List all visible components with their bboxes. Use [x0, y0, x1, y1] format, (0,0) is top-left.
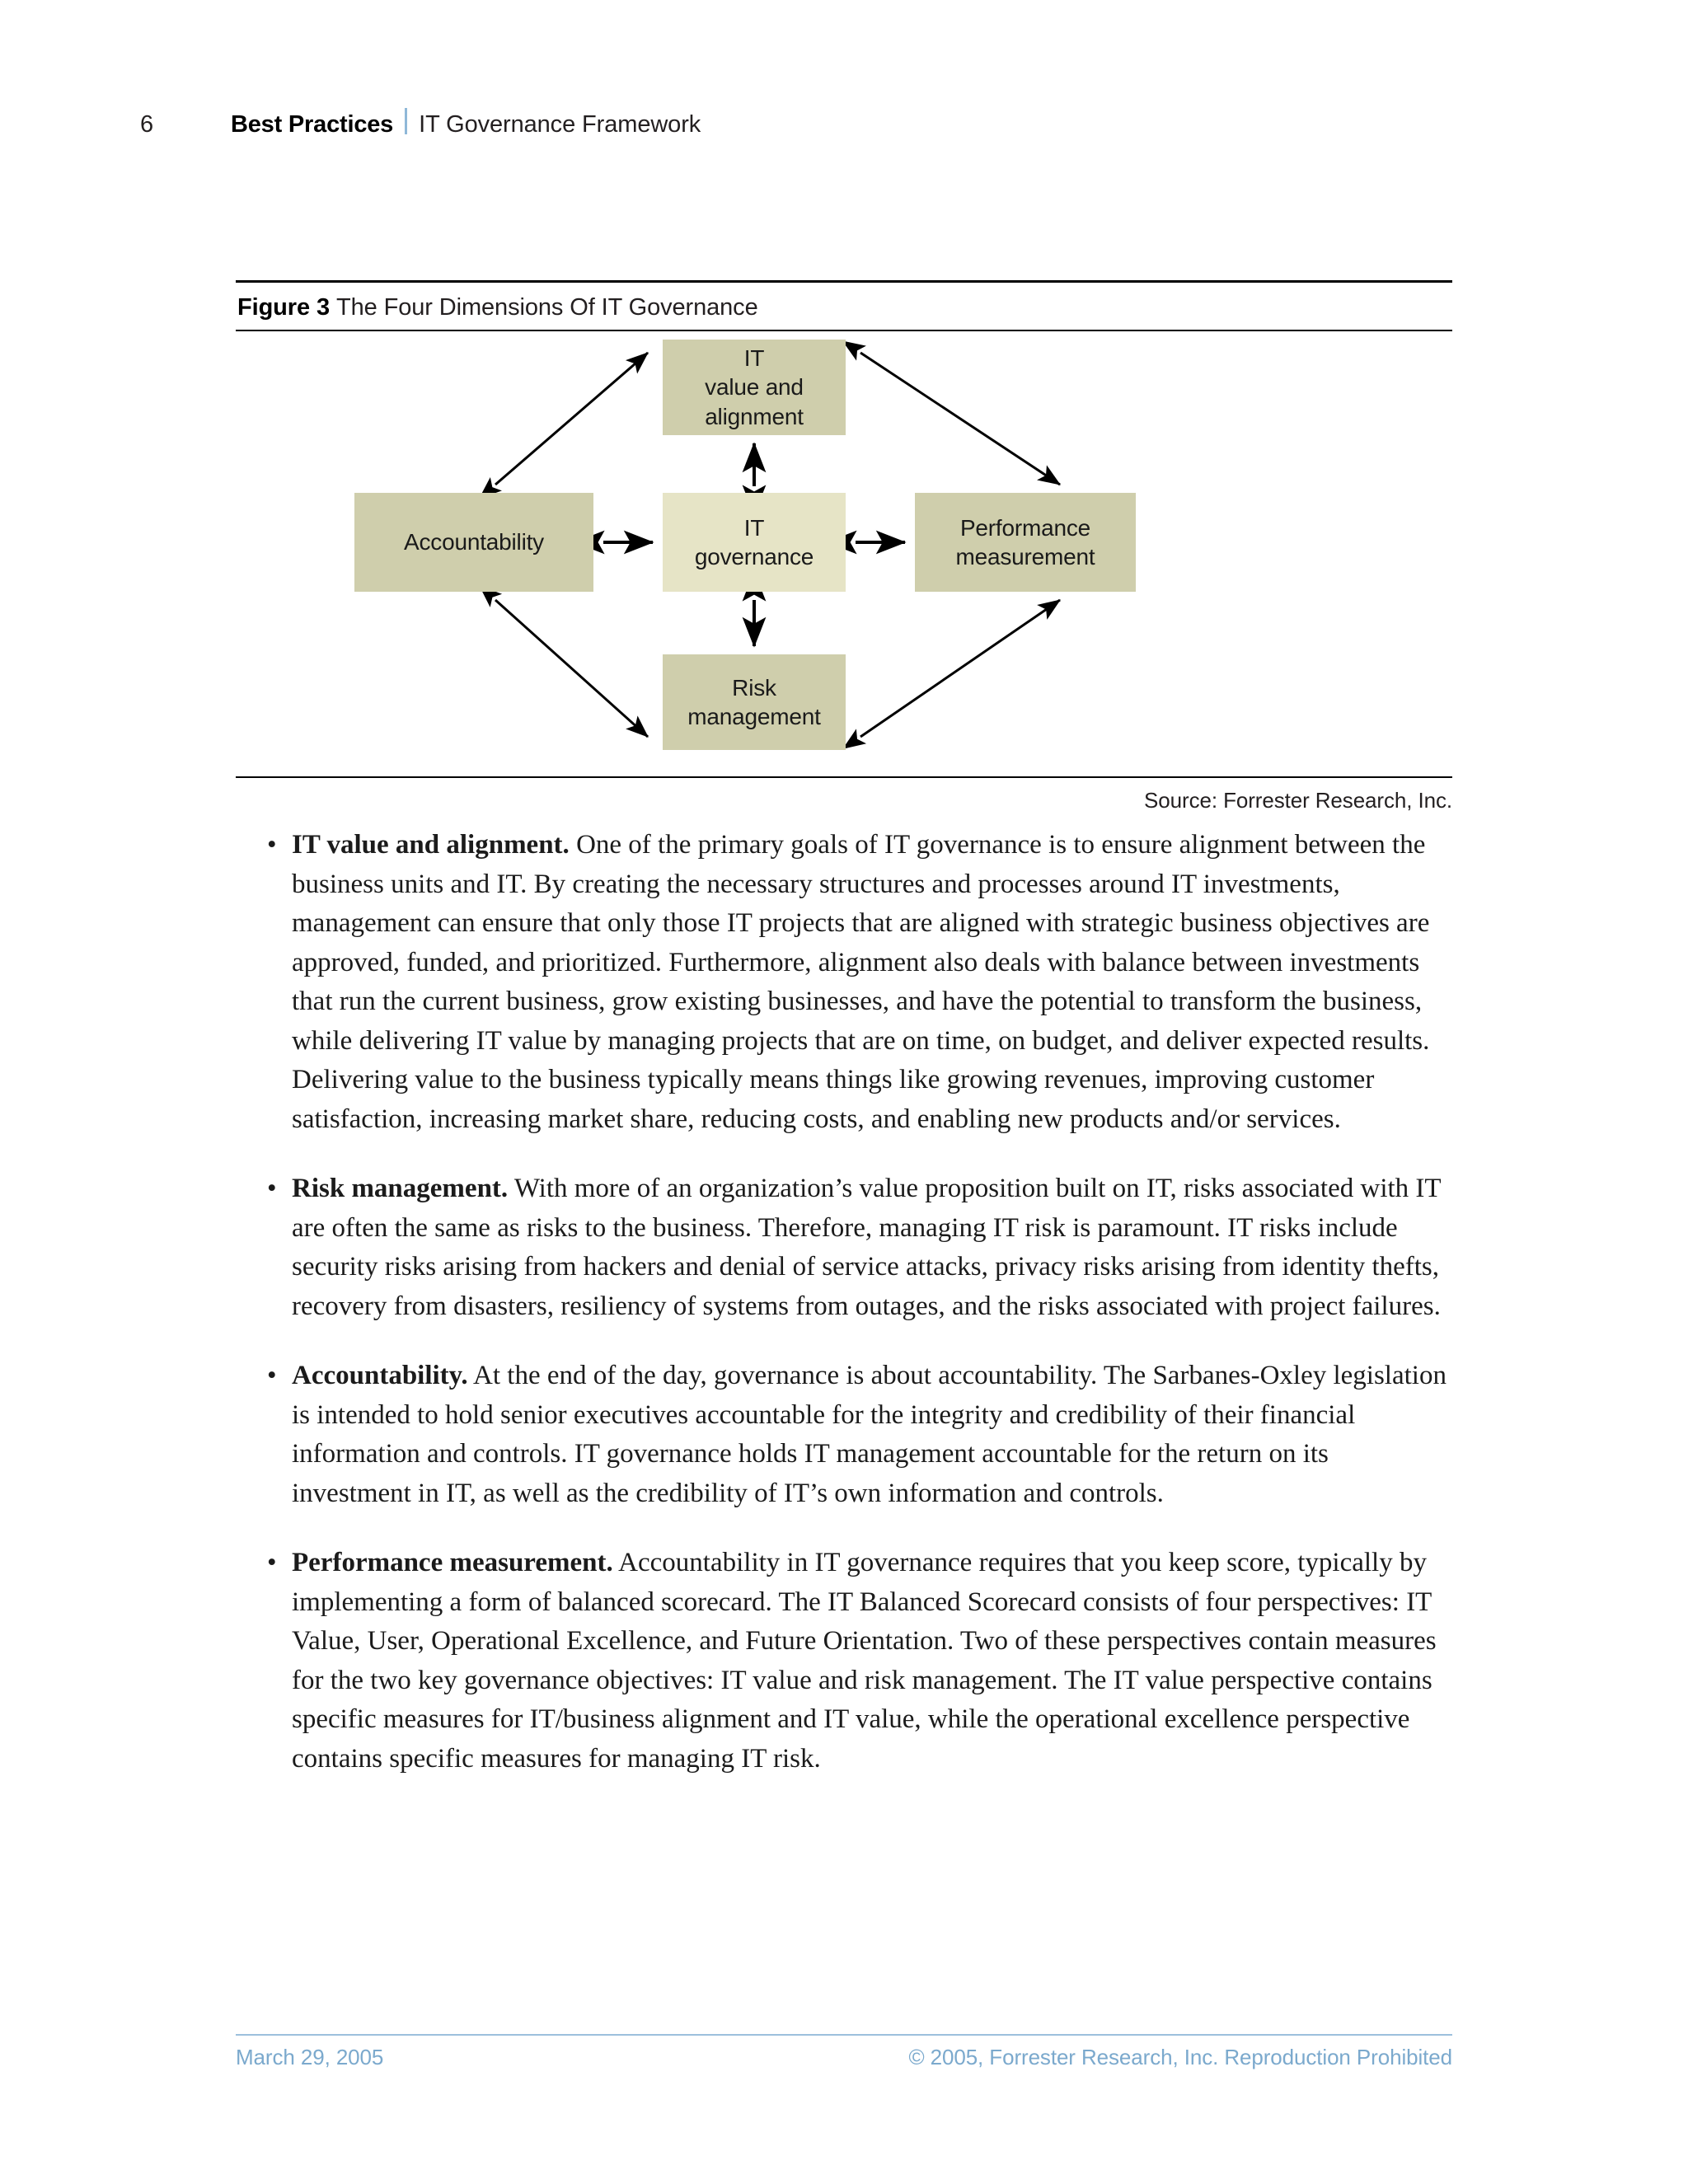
bullet-lead-in: Accountability. [292, 1361, 468, 1390]
arrow-top-right [860, 353, 1060, 485]
footer-date: March 29, 2005 [236, 2045, 384, 2069]
figure-caption-text: The Four Dimensions Of IT Governance [335, 294, 758, 321]
figure-caption [236, 283, 1452, 330]
bullet-glyph: • [267, 1174, 277, 1203]
figure-block [236, 280, 1452, 813]
bullet-text: One of the primary goals of IT governance is to ensure alignment between the business units and IT. By creating the necessary structures and processes around IT investments, management can ensure that only those IT projects that are aligned with strategic business objectives are approved, funded, and prioritized. Furthermore, alignment also deals with balance between investments that run the current business, grow existing businesses, and have the potential to transform the business, while delivering IT value by managing projects that are on time, on budget, and deliver expected results. Delivering value to the business typically means things like growing revenues, improving customer satisfaction, increasing market share, reducing costs, and enabling new products and/or services. [292, 830, 1430, 1134]
bullet-lead-in: Risk management. [292, 1174, 509, 1203]
arrow-left-top [495, 353, 648, 485]
body-content [262, 826, 1449, 1779]
arrow-bottom-right [860, 600, 1060, 737]
bullet-text: At the end of the day, governance is about accountability. The Sarbanes-Oxley legislation is intended to hold senior executives accountable for the integrity and credibility of their financial information and controls. IT governance holds IT management accountable for the return on its investment in IT, as well as the credibility of IT’s own information and controls. [292, 1361, 1447, 1508]
diagram-node-it-governance[interactable] [663, 493, 846, 592]
list-item [262, 1169, 1449, 1326]
diagram-node-label: IT value and alignment [705, 345, 804, 429]
bullet-lead-in: IT value and alignment. [292, 830, 570, 860]
running-head-divider [405, 108, 407, 134]
running-head-title: Best Practices [231, 111, 394, 138]
list-item [262, 1544, 1449, 1779]
bullet-glyph: • [267, 830, 277, 860]
diagram-node-performance-measurement[interactable] [915, 493, 1136, 592]
bullet-glyph: • [267, 1548, 277, 1577]
running-head [140, 105, 701, 138]
diagram-node-label: IT governance [694, 514, 814, 569]
list-item [262, 1357, 1449, 1513]
arrow-left-bottom [495, 600, 648, 737]
figure-body [236, 331, 1452, 776]
diagram-node-risk-management[interactable] [663, 654, 846, 750]
list-item [262, 826, 1449, 1139]
running-head-subtitle: IT Governance Framework [419, 111, 701, 138]
bullet-lead-in: Performance measurement. [292, 1548, 613, 1577]
bullet-text: Accountability in IT governance requires that you keep score, typically by implementing a form of balanced scorecard. The IT Balanced Scorecard consists of four perspectives: IT Value, User, Operational Excellence, and Future Orientation. Two of these perspectives contain measures for the two key governance objectives: IT value and risk management. The IT value perspective contains specific measures for IT/business alignment and IT value, while the operational excellence perspective contains specific measures for managing IT risk. [292, 1548, 1437, 1774]
diagram-node-label: Accountability [404, 529, 544, 555]
bullet-glyph: • [267, 1361, 277, 1390]
bullet-text: With more of an organization’s value proposition built on IT, risks associated with IT are often the same as risks to the business. Therefore, managing IT risk is paramount. IT risks include security risks arising from hackers and denial of service attacks, privacy risks arising from identity thefts, recovery from disasters, resiliency of systems from outages, and the risks associated with project failures. [292, 1174, 1441, 1321]
footer-row [236, 2036, 1452, 2070]
diagram-node-label: Risk management [687, 674, 821, 729]
four-dimensions-diagram [236, 331, 1452, 776]
page-footer [236, 2034, 1452, 2070]
figure-label: Figure 3 [237, 294, 330, 321]
footer-copyright: © 2005, Forrester Research, Inc. Reproduction Prohibited [908, 2045, 1452, 2069]
diagram-node-it-value-and-alignment[interactable] [663, 340, 846, 435]
figure-source: Source: Forrester Research, Inc. [1144, 788, 1452, 813]
diagram-node-label: Performance measurement [955, 514, 1095, 569]
diagram-node-accountability[interactable] [354, 493, 593, 592]
page-number: 6 [140, 111, 154, 138]
